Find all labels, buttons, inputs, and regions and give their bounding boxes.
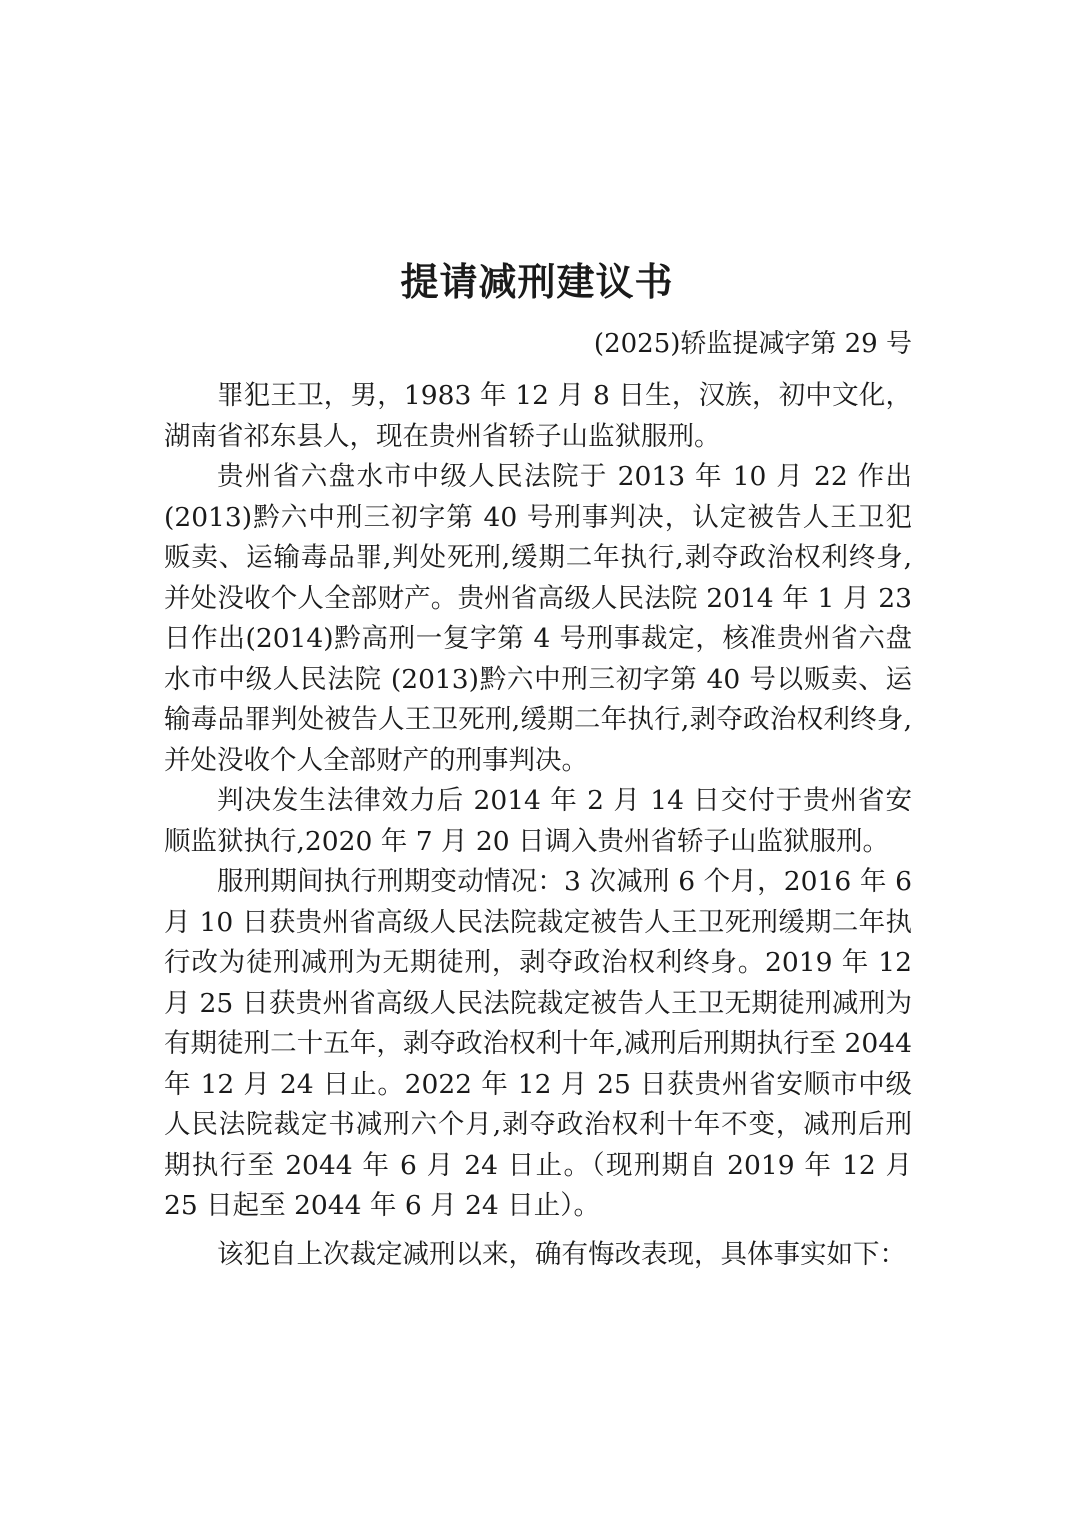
paragraph-judgment: 贵州省六盘水市中级人民法院于 2013 年 10 月 22 作出(2013)黔六中刑三初字第 40 号刑事判决，认定被告人王卫犯贩卖、运输毒品罪,判处死刑,缓期二年执行,剥夺政治权利终身,并处没收个人全部财产。贵州省高级人民法院 2014 年 1 月 23 日作出(2014)黔高刑一复字第 4 号刑事裁定，核准贵州省六盘水市中级人民法院 (2013)黔六中刑三初字第 40 号以贩卖、运输毒品罪判处被告人王卫死刑,缓期二年执行,剥夺政治权利终身,并处没收个人全部财产的刑事判决。: [164, 461, 912, 776]
document-number: (2025)轿监提减字第 29 号: [593, 329, 912, 359]
paragraph-execution: 判决发生法律效力后 2014 年 2 月 14 日交付于贵州省安顺监狱执行,2020 年 7 月 20 日调入贵州省轿子山监狱服刑。: [164, 785, 912, 857]
paragraph-criminal-info: 罪犯王卫，男，1983 年 12 月 8 日生，汉族，初中文化，湖南省祁东县人，现在贵州省轿子山监狱服刑。: [164, 380, 912, 452]
document-title: 提请减刑建议书: [400, 259, 674, 304]
paragraph-facts-intro: 该犯自上次裁定减刑以来，确有悔改表现，具体事实如下：: [217, 1238, 906, 1270]
document-body: [164, 376, 912, 1275]
paragraph-sentence-changes: 服刑期间执行刑期变动情况：3 次减刑 6 个月，2016 年 6 月 10 日获贵州省高级人民法院裁定被告人王卫死刑缓期二年执行改为徒刑减刑为无期徒刑，剥夺政治权利终身。2019 年 12 月 25 日获贵州省高级人民法院裁定被告人王卫无期徒刑减刑为有期徒刑二十五年，剥夺政治权利十年,减刑后刑期执行至 2044 年 12 月 24 日止。2022 年 12 月 25 日获贵州省安顺市中级人民法院裁定书减刑六个月,剥夺政治权利十年不变，减刑后刑期执行至 2044 年 6 月 24 日止。（现刑期自 2019 年 12 月 25 日起至 2044 年 6 月 24 日止）。: [164, 866, 912, 1221]
